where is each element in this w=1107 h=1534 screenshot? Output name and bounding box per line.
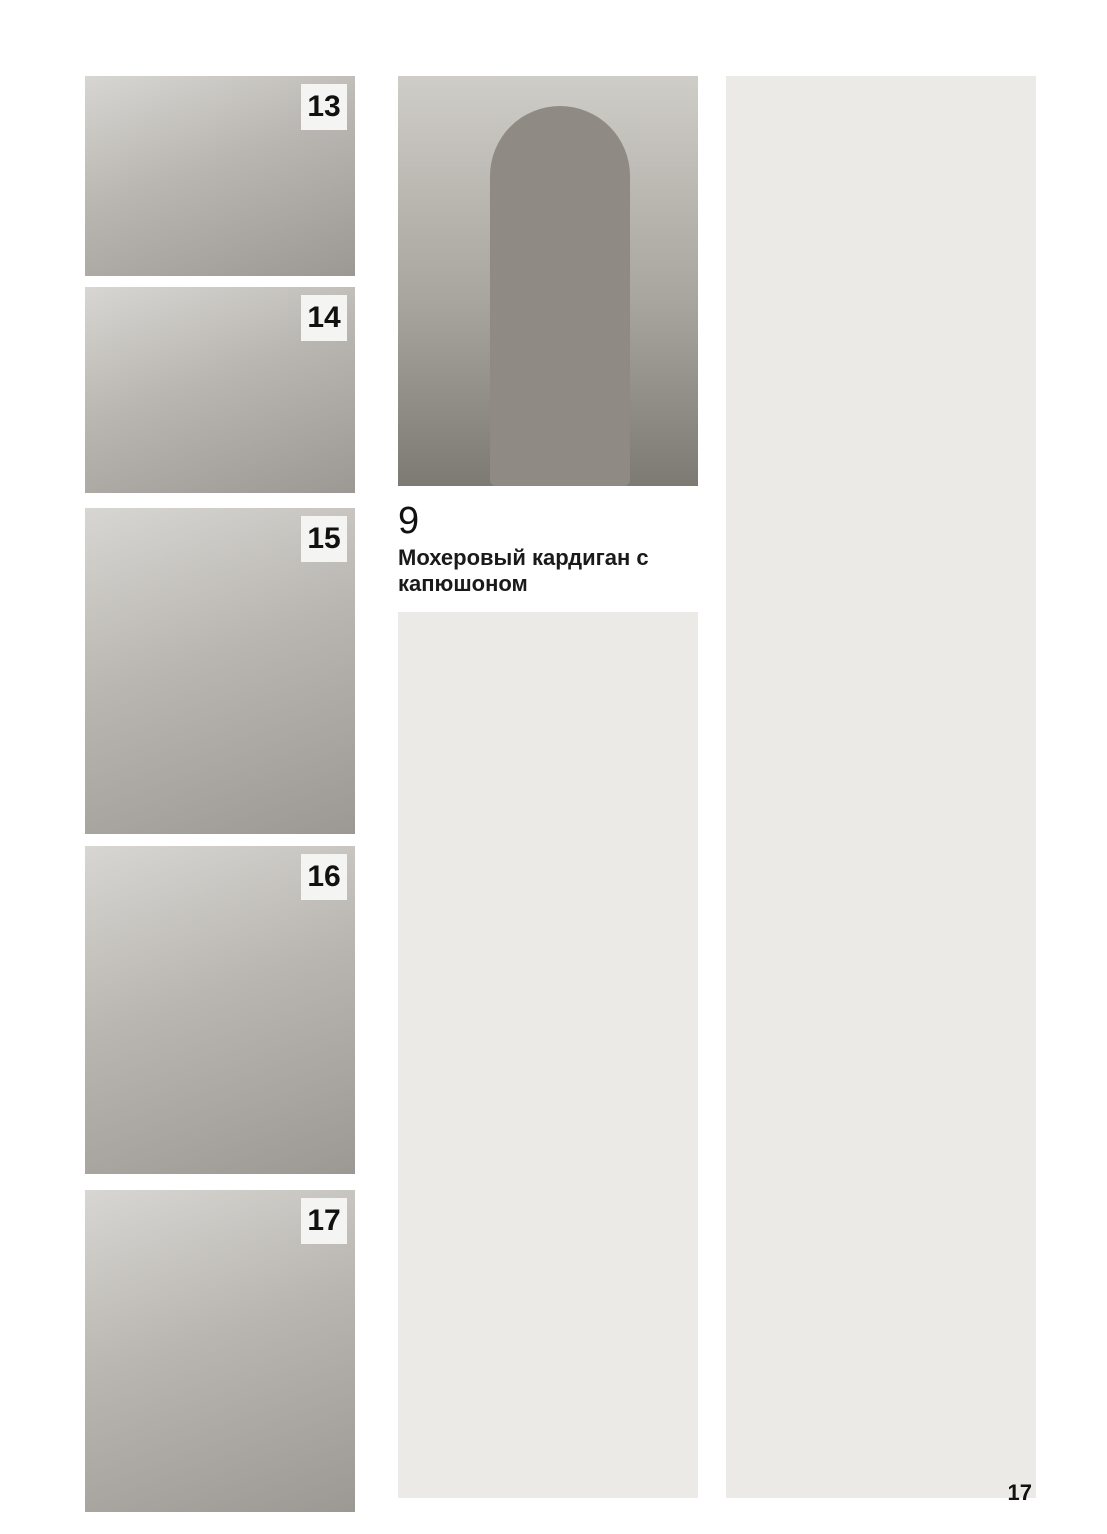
step-number-badge: 15 [301, 516, 347, 562]
step-photo-13 [85, 76, 355, 276]
instructions-column-left [398, 612, 698, 1498]
step-photo-16 [85, 846, 355, 1174]
model-title: Мохеровый кардиган с капюшоном [398, 545, 649, 596]
step-number-badge: 13 [301, 84, 347, 130]
step-number-badge: 16 [301, 854, 347, 900]
step-photo-17 [85, 1190, 355, 1512]
model-figure [490, 106, 630, 486]
model-number: 9 [398, 500, 420, 542]
step-photo-14 [85, 287, 355, 493]
step-number-badge: 14 [301, 295, 347, 341]
step-photo-15 [85, 508, 355, 834]
instructions-column-right [726, 76, 1036, 1498]
step-number-badge: 17 [301, 1198, 347, 1244]
page-number: 17 [1007, 1480, 1032, 1505]
model-photo [398, 76, 698, 486]
